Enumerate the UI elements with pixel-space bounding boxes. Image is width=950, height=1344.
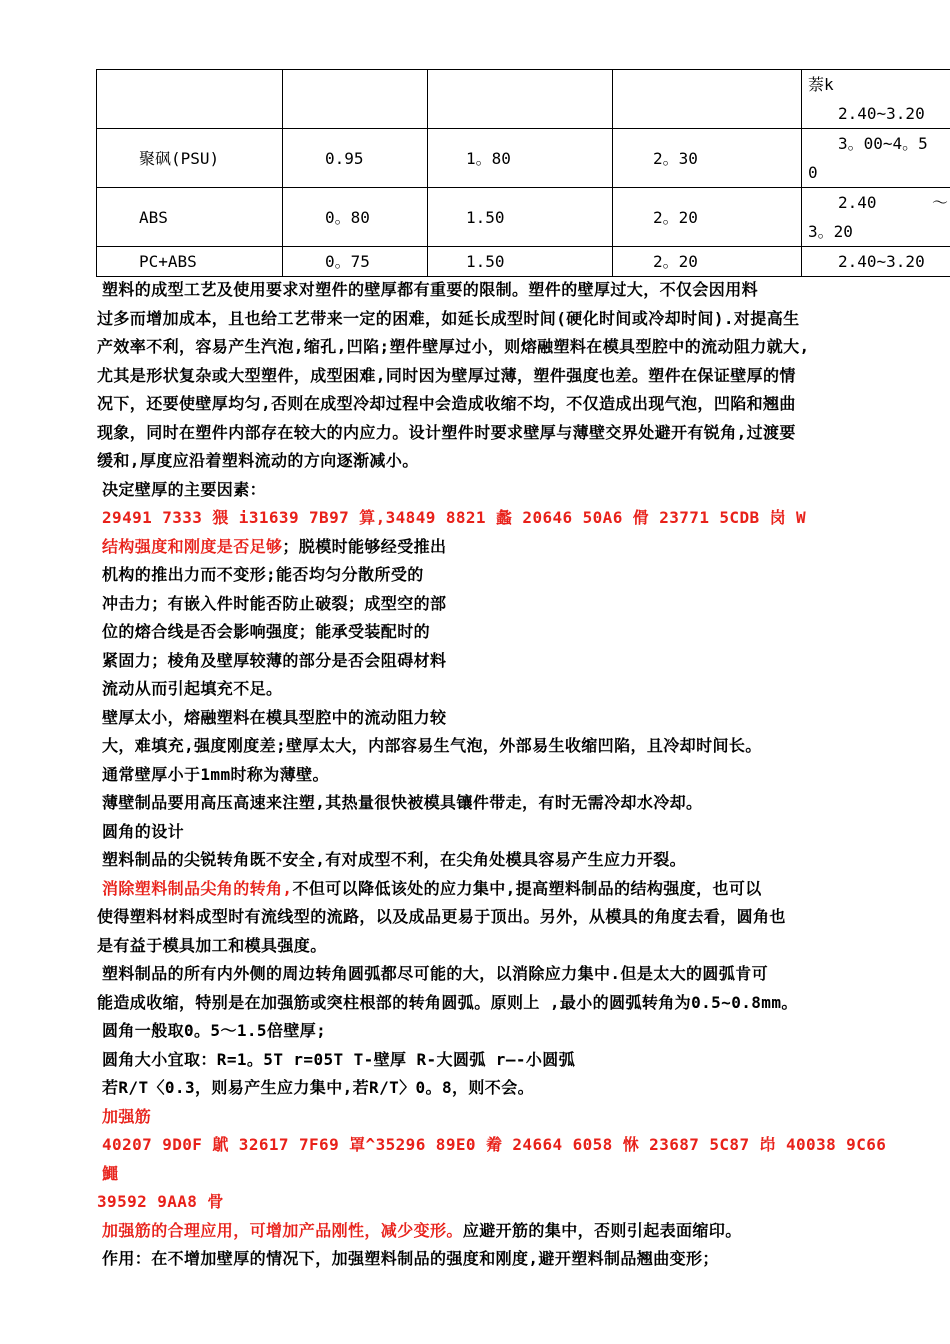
table-cell: 0。80 [283,188,428,247]
text-line: 薄壁制品要用高压高速来注塑,其热量很快被模具镶件带走，有时无需冷却水冷却。 [102,793,703,812]
text-line: 塑料制品的尖锐转角既不安全,有对成型不利，在尖角处模具容易产生应力开裂。 [102,850,687,869]
cell-text: 萘k [808,75,834,94]
text-line: 尤其是形状复杂或大型塑件，成型困难,同时因为壁厚过薄，塑件强度也差。塑件在保证壁厚的情 [97,365,796,385]
table-cell [283,70,428,129]
text-run: 应避开筋的集中，否则引起表面缩印。 [462,1220,742,1240]
table-cell [802,129,950,188]
text-line: 紧固力；棱角及壁厚较薄的部分是否会阻碍材料 [102,650,447,670]
text-line: 圆角一般取0。5～1.5倍壁厚; [102,1021,327,1040]
table-row [97,70,950,129]
cell-text: 3。20 [808,222,853,241]
text-line: 冲击力；有嵌入件时能否防止破裂；成型空的部 [102,593,447,613]
table-cell [428,70,613,129]
red-code-line: 39592 9AA8 骨 [97,1192,224,1211]
text-line [102,533,887,562]
text-line: 使得塑料材料成型时有流线型的流路，以及成品更易于顶出。另外，从模具的角度去看，圆角也 [97,907,786,926]
table-cell: 1.50 [428,188,613,247]
table-cell: 0。75 [283,247,428,277]
red-code-line: 29491 7333 猥 i31639 7B97 算,34849 8821 蠡 20646 50A6 傦 23771 5CDB 岗 W [102,508,807,527]
body-text [97,276,887,1274]
wall-thickness-table [96,69,950,277]
text-line [102,1217,887,1246]
text-line: 作用：在不增加壁厚的情况下，加强塑料制品的强度和刚度,避开塑料制品翘曲变形； [102,1249,719,1268]
red-highlight: 消除塑料制品尖角的转角, [102,878,293,898]
table-cell: 聚砜(PSU) [97,129,283,188]
text-line: 圆角大小宜取：R=1。5T r=05T T-壁厚 R-大圆弧 r—-小圆弧 [102,1049,576,1069]
table-cell: ABS [97,188,283,247]
table-cell: 2。20 [613,247,802,277]
text-line: 通常壁厚小于1mm时称为薄壁。 [102,764,329,784]
table-cell: 0.95 [283,129,428,188]
text-line: 现象，同时在塑件内部存在较大的内应力。设计塑件时要求壁厚与薄壁交界处避开有锐角,过渡要 [97,422,796,442]
section-heading: 圆角的设计 [102,821,185,841]
cell-text: 2.40~3.20 [838,252,925,271]
cell-text: 2.40 [838,193,877,212]
text-line: 流动从而引起填充不足。 [102,679,283,698]
cell-text: 0 [808,163,818,182]
text-run: 不但可以降低该处的应力集中,提高塑料制品的结构强度，也可以 [292,878,762,898]
text-line: 况下，还要使壁厚均匀,否则在成型冷却过程中会造成收缩不均，不仅造成出现气泡，凹陷和翘曲 [97,394,796,413]
table-cell: 1.50 [428,247,613,277]
table-cell [802,247,950,277]
text-run: ；脱模时能够经受推出 [282,536,447,556]
table-cell [802,70,950,129]
table-cell: 1。80 [428,129,613,188]
text-line: 位的熔合线是否会影响强度；能承受装配时的 [102,622,431,641]
table-cell: PC+ABS [97,247,283,277]
table-row [97,188,950,247]
cell-text: ～ [931,193,948,212]
red-highlight: 结构强度和刚度是否足够 [102,536,283,556]
cell-text: 3。00~4。5 [838,134,928,153]
text-line: 能造成收缩，特别是在加强筋或突柱根部的转角圆弧。原则上 ,最小的圆弧转角为0.5~0.8mm。 [97,992,798,1012]
section-heading: 加强筋 [102,1106,152,1126]
section-heading: 决定壁厚的主要因素： [102,479,267,499]
cell-text: 2.40~3.20 [838,104,925,123]
text-line: 若R/T〈0.3，则易产生应力集中,若R/T〉0。8，则不会。 [102,1078,534,1097]
text-line: 产效率不利，容易产生汽泡,缩孔,凹陷;塑件壁厚过小，则熔融塑料在模具型腔中的流动阻力就大, [97,337,810,356]
text-line [102,875,887,904]
text-line: 塑料制品的所有内外侧的周边转角圆弧都尽可能的大，以消除应力集中.但是太大的圆弧肯可 [102,964,769,983]
paragraph [97,276,887,476]
table-row [97,129,950,188]
text-line: 壁厚太小，熔融塑料在模具型腔中的流动阻力较 [102,707,447,727]
table-cell: 2。20 [613,188,802,247]
text-line: 缓和,厚度应沿着塑料流动的方向逐渐减小。 [97,451,419,470]
red-code-line: 40207 9D0F 鴏 32617 7F69 罩^35296 89E0 觠 24664 6058 恘 23687 5C87 岇 40038 9C66 鱦 [102,1135,887,1183]
red-highlight: 加强筋的合理应用，可增加产品刚性，减少变形。 [102,1220,463,1240]
text-line: 塑料的成型工艺及使用要求对塑件的壁厚都有重要的限制。塑件的壁厚过大，不仅会因用料 [102,280,759,299]
table-cell [97,70,283,129]
text-line: 是有益于模具加工和模具强度。 [97,935,327,955]
table-cell: 2。30 [613,129,802,188]
text-line: 机构的推出力而不变形;能否均匀分散所受的 [102,565,424,584]
table-cell [613,70,802,129]
table-cell [802,188,950,247]
text-line: 大，难填充,强度刚度差;壁厚太大，内部容易生气泡，外部易生收缩凹陷，且冷却时间长。 [102,736,762,755]
text-line: 过多而增加成本，且也给工艺带来一定的困难，如延长成型时间(硬化时间或冷却时间).对提高生 [97,308,800,328]
table-row [97,247,950,277]
